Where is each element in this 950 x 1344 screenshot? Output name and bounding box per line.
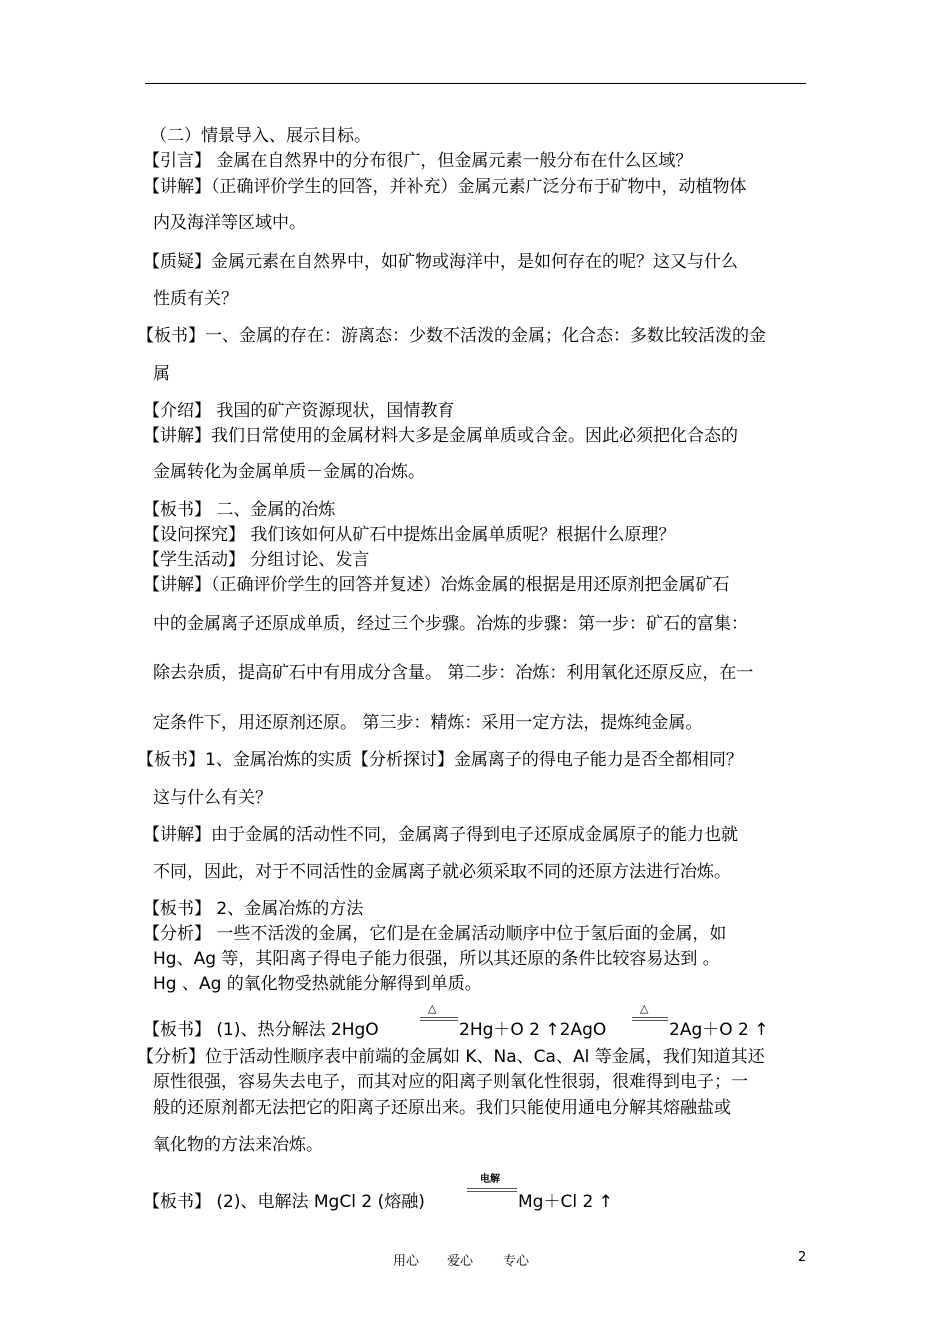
text-line: 【学生活动】 分组讨论、发言 xyxy=(143,550,370,570)
text-line: 【讲解】（正确评价学生的回答并复述）冶炼金属的根据是用还原剂把金属矿石 xyxy=(143,575,730,595)
reaction-arrow xyxy=(632,1020,668,1021)
equation-electrolysis xyxy=(143,1191,425,1213)
footer-text: 用心 xyxy=(393,1254,420,1269)
equation-suffix: 2Ag＋O 2 ↑ xyxy=(669,1020,769,1040)
text-line: 【讲解】由于金属的活动性不同，金属离子得到电子还原成金属原子的能力也就 xyxy=(143,825,738,845)
heat-symbol: △ xyxy=(640,1002,649,1015)
equation-suffix: Mg＋Cl 2 ↑ xyxy=(518,1192,613,1212)
text-line: 属 xyxy=(153,364,170,384)
text-line: 【介绍】 我国的矿产资源现状，国情教育 xyxy=(143,401,455,421)
text-line: 性质有关？ xyxy=(153,289,238,309)
text-line: 【板书】 二、金属的冶炼 xyxy=(143,500,336,520)
footer-text: 爱心 xyxy=(447,1254,474,1269)
reaction-arrow xyxy=(420,1017,458,1018)
reaction-arrow xyxy=(632,1017,668,1018)
equation-prefix: 【板书】 (1)、热分解法 2HgO xyxy=(143,1020,379,1040)
equation-prefix: 【板书】 (2)、电解法 MgCl 2 (熔融) xyxy=(143,1192,425,1212)
text-line: 不同，因此，对于不同活性的金属离子就必须采取不同的还原方法进行冶炼。 xyxy=(153,862,731,882)
heat-symbol: △ xyxy=(428,1002,437,1015)
text-line: 【板书】1、金属冶炼的实质【分析探讨】金属离子的得电子能力是否全都相同？ xyxy=(137,750,743,770)
text-line: 中的金属离子还原成单质，经过三个步骤。冶炼的步骤：第一步：矿石的富集： xyxy=(153,614,748,634)
reaction-arrow xyxy=(467,1188,517,1189)
header-rule xyxy=(145,83,806,84)
text-line: 【分析】 一些不活泼的金属，它们是在金属活动顺序中位于氢后面的金属，如 xyxy=(143,924,727,944)
text-line: 内及海洋等区域中。 xyxy=(153,213,306,233)
equation-middle: 2Hg＋O 2 ↑2AgO xyxy=(459,1020,607,1040)
text-line: 金属转化为金属单质－金属的冶炼。 xyxy=(153,462,425,482)
electrolysis-condition: 电解 xyxy=(480,1174,500,1185)
text-line: （二）情景导入、展示目标。 xyxy=(150,126,371,146)
text-line: 【分析】位于活动性顺序表中前端的金属如 K、Na、Ca、Al 等金属，我们知道其还 xyxy=(137,1047,765,1067)
text-line: 原性很强，容易失去电子，而其对应的阳离子则氧化性很弱，很难得到电子；一 xyxy=(153,1072,748,1092)
text-line: Hg、Ag 等，其阳离子得电子能力很强，所以其还原的条件比较容易达到 。 xyxy=(153,949,720,969)
text-line: 定条件下，用还原剂还原。 第三步：精炼：采用一定方法，提炼纯金属。 xyxy=(153,713,703,733)
text-line: 【引言】 金属在自然界中的分布很广，但金属元素一般分布在什么区域？ xyxy=(143,151,693,171)
footer-text: 专心 xyxy=(503,1254,530,1269)
page-number: 2 xyxy=(798,1250,807,1265)
text-line: 【设问探究】 我们该如何从矿石中提炼出金属单质呢？根据什么原理？ xyxy=(143,525,676,545)
equation-thermal-decomposition xyxy=(143,1019,379,1041)
text-line: 氧化物的方法来冶炼。 xyxy=(153,1135,323,1155)
text-line: 【板书】 2、金属冶炼的方法 xyxy=(143,899,364,919)
text-line: 【讲解】我们日常使用的金属材料大多是金属单质或合金。因此必须把化合态的 xyxy=(143,426,738,446)
text-line: 除去杂质，提高矿石中有用成分含量。 第二步：冶炼：利用氧化还原反应，在一 xyxy=(153,663,754,683)
text-line: 【讲解】（正确评价学生的回答，并补充）金属元素广泛分布于矿物中，动植物体 xyxy=(143,177,747,197)
reaction-arrow xyxy=(420,1020,458,1021)
text-line: 【板书】一、金属的存在：游离态：少数不活泼的金属；化合态：多数比较活泼的金 xyxy=(137,326,766,346)
text-line: 【质疑】金属元素在自然界中，如矿物或海洋中，是如何存在的呢？这又与什么 xyxy=(143,252,738,272)
text-line: 这与什么有关？ xyxy=(153,788,272,808)
text-line: 般的还原剂都无法把它的阳离子还原出来。我们只能使用通电分解其熔融盐或 xyxy=(153,1098,731,1118)
reaction-arrow xyxy=(467,1191,517,1192)
text-line: Hg 、Ag 的氧化物受热就能分解得到单质。 xyxy=(153,974,482,994)
